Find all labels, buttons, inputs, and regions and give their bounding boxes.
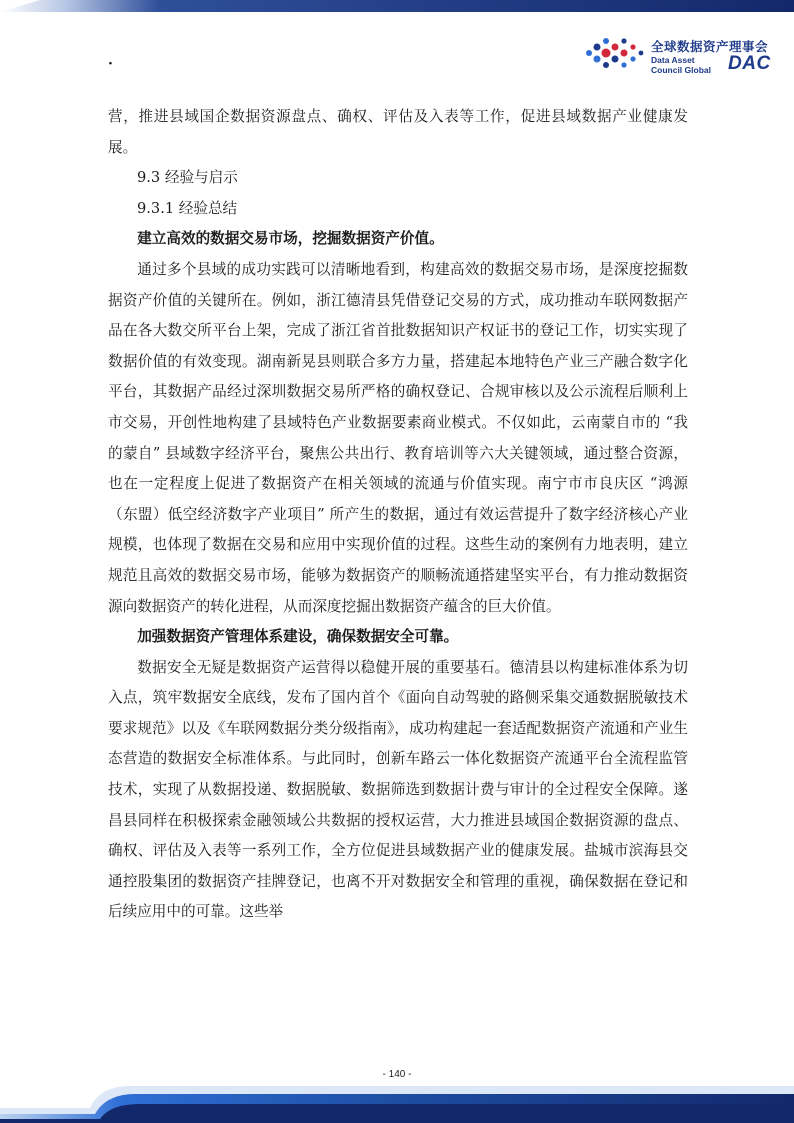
header-mark: ·: [108, 56, 113, 72]
subsection-heading: 9.3.1 经验总结: [137, 199, 238, 217]
paragraph-data-trading: 通过多个县域的成功实践可以清晰地看到，构建高效的数据交易市场，是深度挖掘数据资产价值的关键所在。例如，浙江德清县凭借登记交易的方式，成功推动车联网数据产品在各大数交所平台上架，完成了浙江省首批数据知识产权证书的登记工作，切实实现了数据价值的有效变现。湖南新晃县则联合多方力量，搭建起本地特色产业三产融合数字化平台，其数据产品经过深圳数据交易所严格的确权登记、合规审核以及公示流程后顺利上市交易，开创性地构建了县域特色产业数据要素商业模式。不仅如此，云南蒙自市的 “我的蒙自” 县域数字经济平台，聚焦公共出行、教育培训等六大关键领域，通过整合资源，也在一定程度上促进了数据资产在相关领域的流通与价值实现。南宁市市良庆区 “鸿源（东盟）低空经济数字产业项目” 所产生的数据，通过有效运营提升了数字经济核心产业规模，也体现了数据在交易和应用中实现价值的过程。这些生动的案例有力地表明，建立规范且高效的数据交易市场，能够为数据资产的顺畅流通搭建坚实平台，有力推动数据资源向数据资产的转化进程，从而深度挖掘出数据资产蕴含的巨大价值。: [108, 260, 688, 615]
lead-sentence-2: 加强数据资产管理体系建设，确保数据安全可靠。: [137, 628, 459, 646]
logo-abbreviation: DAC: [728, 53, 771, 74]
paragraph-continued: 营，推进县域国企数据资源盘点、确权、评估及入表等工作，促进县域数据产业健康发展。: [108, 108, 688, 156]
paragraph-data-security: 数据安全无疑是数据资产运营得以稳健开展的重要基石。德清县以构建标准体系为切入点，筑牢数据安全底线，发布了国内首个《面向自动驾驶的路侧采集交通数据脱敏技术要求规范》以及《车联网数据分类分级指南》，成功构建起一套适配数据资产流通和产业生态营造的数据安全标准体系。与此同时，创新车路云一体化数据资产流通平台全流程监管技术，实现了从数据投递、数据脱敏、数据筛选到数据计费与审计的全过程安全保障。遂昌县同样在积极探索金融领域公共数据的授权运营，大力推进县域国企数据资源的盘点、确权、评估及入表等一系列工作，全方位促进县域数据产业的健康发展。盐城市滨海县交通控股集团的数据资产挂牌登记，也离不开对数据安全和管理的重视，确保数据在登记和后续应用中的可靠。这些举: [108, 658, 688, 921]
dac-logo: [583, 35, 783, 75]
dac-logo-mark-icon: [583, 35, 647, 75]
top-decorative-band: [0, 0, 794, 12]
logo-english-line-2: Council Global: [651, 65, 711, 75]
footer-decorative-band: [0, 1078, 794, 1123]
page-number: - 140 -: [382, 1069, 412, 1080]
document-body: [108, 102, 688, 928]
logo-chinese-name: 全球数据资产理事会: [651, 39, 769, 54]
logo-english-line-1: Data Asset: [651, 55, 695, 65]
lead-sentence-1: 建立高效的数据交易市场，挖掘数据资产价值。: [137, 230, 444, 248]
section-heading: 9.3 经验与启示: [137, 169, 238, 187]
